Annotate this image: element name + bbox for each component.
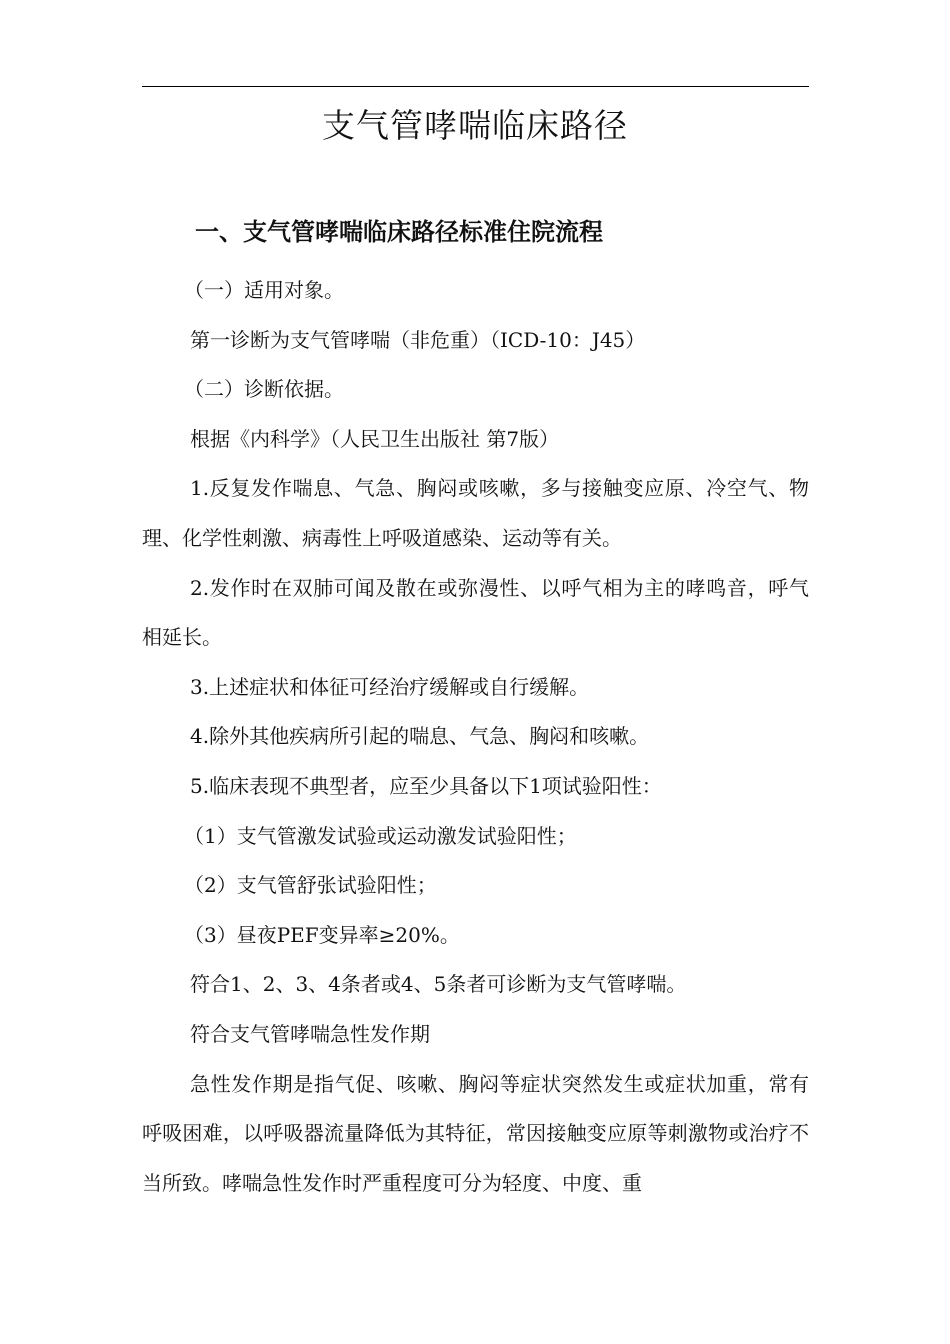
document-title: 支气管哮喘临床路径 [322, 106, 628, 145]
paragraph-acute-phase-description: 急性发作期是指气促、咳嗽、胸闷等症状突然发生或症状加重，常有呼吸困难，以呼吸器流量降低为其特征，常因接触变应原等刺激物或治疗不当所致。哮喘急性发作时严重程度可分为轻度、中度、重 [142, 1071, 809, 1195]
paragraph-diagnosis-conclusion: 符合1、2、3、4条者或4、5条者可诊断为支气管哮喘。 [190, 972, 687, 997]
paragraph-test-3: （3）昼夜PEF变异率≥20%。 [184, 922, 460, 947]
section-heading: 一、支气管哮喘临床路径标准住院流程 [195, 218, 603, 246]
paragraph-reference: 根据《内科学》（人民卫生出版社 第7版） [190, 426, 560, 451]
paragraph-criterion-3: 3.上述症状和体征可经治疗缓解或自行缓解。 [190, 674, 590, 699]
paragraph-criterion-5: 5.临床表现不典型者，应至少具备以下1项试验阳性： [190, 773, 662, 798]
paragraph-criterion-4: 4.除外其他疾病所引起的喘息、气急、胸闷和咳嗽。 [190, 724, 650, 749]
paragraph-test-1: （1）支气管激发试验或运动激发试验阳性； [184, 823, 577, 848]
header-rule [142, 86, 809, 87]
body-text [142, 266, 809, 1208]
paragraph-applicable-subjects: （一）适用对象。 [184, 278, 344, 302]
paragraph-test-2: （2）支气管舒张试验阳性； [184, 873, 437, 898]
paragraph-criterion-1: 1.反复发作喘息、气急、胸闷或咳嗽，多与接触变应原、冷空气、物理、化学性刺激、病毒性上呼吸道感染、运动等有关。 [142, 476, 809, 550]
paragraph-diagnosis-basis: （二）诊断依据。 [184, 377, 344, 402]
paragraph-first-diagnosis: 第一诊断为支气管哮喘（非危重）（ICD-10：J45） [190, 327, 646, 352]
paragraph-criterion-2: 2.发作时在双肺可闻及散在或弥漫性、以呼气相为主的哮鸣音，呼气相延长。 [142, 575, 809, 650]
paragraph-acute-phase-heading: 符合支气管哮喘急性发作期 [190, 1021, 430, 1046]
